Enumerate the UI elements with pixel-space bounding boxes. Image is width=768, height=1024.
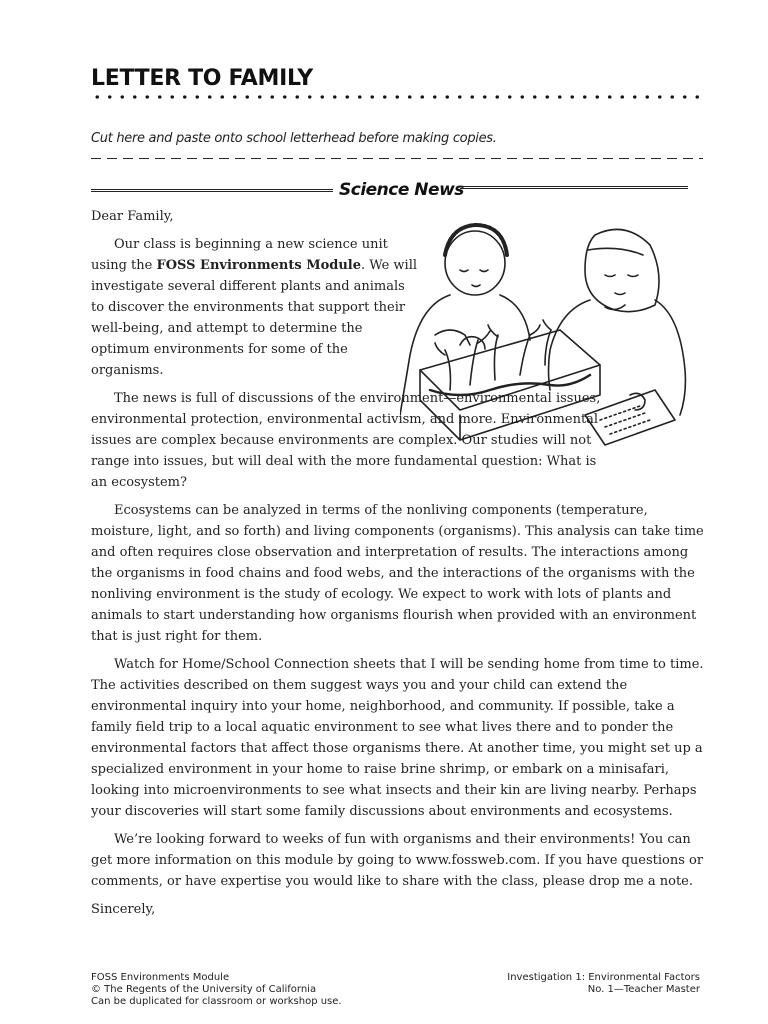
paragraph-closing: We’re looking forward to weeks of fun with organisms and their environments! You can get more information on this module by going to www.fossweb.com. If you have questions or comments, or have expertise you would like to share with the class, please drop me a note. <box>91 832 704 889</box>
footer-investigation: Investigation 1: Environmental Factors <box>507 972 700 983</box>
footer-duplication: Can be duplicated for classroom or workshop use. <box>91 996 342 1007</box>
footer-module: FOSS Environments Module <box>91 972 230 983</box>
section-title: Science News <box>339 180 464 200</box>
greeting: Dear Family, <box>91 209 174 224</box>
cut-line <box>91 158 703 159</box>
section-rule-right <box>460 186 688 189</box>
footer-left <box>91 972 342 1008</box>
paragraph-intro-start: Our class is beginning a new science unit using the <box>91 237 388 273</box>
paragraph-intro-end: . We will investigate several different plants and animals to discover the environments that support their well-being, and attempt to determine the optimum environments for some of the organisms. <box>91 258 418 378</box>
module-name: FOSS Environments Module <box>156 258 362 273</box>
cut-instruction: Cut here and paste onto school letterhead before making copies. <box>91 131 497 146</box>
paragraph-ecosystems: Ecosystems can be analyzed in terms of the nonliving components (temperature, moisture, light, and so forth) and living components (organisms). This analysis can take time and often requires close observation and interpretation of results. The interactions among the organisms in food chains and food webs, and the interactions of the organisms with the nonliving environment is the study of ecology. We expect to work with lots of plants and animals to start understanding how organisms flourish when provided with an environment that is just right for them. <box>91 503 704 644</box>
paragraph-intro <box>91 234 421 381</box>
letter-body <box>91 206 711 927</box>
footer-copyright: © The Regents of the University of California <box>91 984 317 995</box>
page-title: LETTER TO FAMILY <box>91 66 313 91</box>
paragraph-news: The news is full of discussions of the environment—environmental issues, environmental protection, environmental activism, and more. Environmental issues are complex because environments are complex. Our studies will not range into issues, but will deal with the more fundamental question: What is an ecosystem? <box>91 391 601 490</box>
footer-master-number: No. 1—Teacher Master <box>587 984 700 995</box>
closing: Sincerely, <box>91 902 156 917</box>
paragraph-home-school: Watch for Home/School Connection sheets that I will be sending home from time to time. The activities described on them suggest ways you and your child can extend the environmental inquiry into your home, neighborhood, and community. If possible, take a family field trip to a local aquatic environment to see what lives there and to ponder the environmental factors that affect those organisms there. At another time, you might set up a specialized environment in your home to raise brine shrimp, or embark on a minisafari, looking into microenvironments to see what insects and their kin are living nearby. Perhaps your discoveries will start some family discussions about environments and ecosystems. <box>91 657 704 819</box>
footer-right <box>507 972 700 996</box>
dotted-divider <box>91 95 703 99</box>
section-rule-left <box>91 189 333 192</box>
